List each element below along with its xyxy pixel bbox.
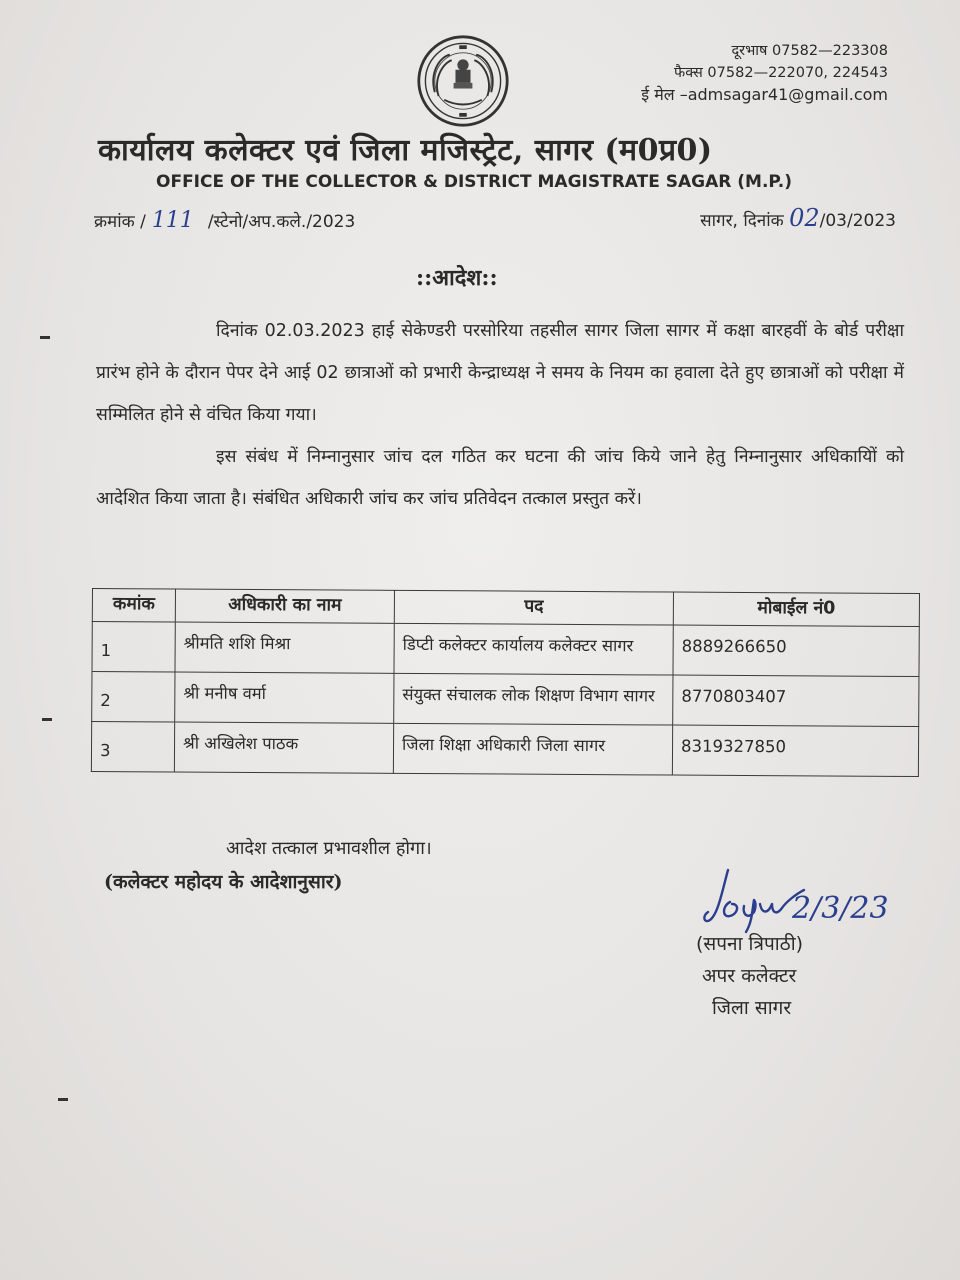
row-mobile: 8770803407 bbox=[673, 675, 919, 727]
signatory-designation: अपर कलेक्टर bbox=[702, 965, 797, 987]
row-serial: 2 bbox=[92, 672, 175, 723]
effect-statement: आदेश तत्काल प्रभावशील होगा। bbox=[226, 838, 432, 859]
reference-suffix: /स्टेनो/अप.कले./2023 bbox=[207, 212, 356, 232]
row-serial: 3 bbox=[91, 722, 174, 773]
header-post: पद bbox=[394, 590, 673, 625]
row-serial: 1 bbox=[92, 622, 175, 673]
row-mobile: 8889266650 bbox=[673, 625, 919, 677]
office-title-hindi: कार्यालय कलेक्टर एवं जिला मजिस्ट्रेट, सागर (म0प्र0) bbox=[98, 133, 713, 168]
date-prefix: सागर, दिनांक bbox=[700, 211, 784, 231]
paragraph-2 bbox=[96, 436, 904, 520]
header-serial: कमांक bbox=[92, 589, 175, 623]
punch-mark bbox=[58, 1098, 68, 1101]
office-title-english: OFFICE OF THE COLLECTOR & DISTRICT MAGISTRATE SAGAR (M.P.) bbox=[156, 172, 792, 192]
paragraph-1-text: दिनांक 02.03.2023 हाई सेकेण्डरी परसोरिया तहसील सागर जिला सागर में कक्षा बारहवीं के बोर्ड परीक्षा प्रारंभ होने के दौरान पेपर देने आई 02 छात्राओं को प्रभारी केन्द्राध्यक्ष ने समय के नियम का हवाला देते हुए छात्राओं को परीक्षा में सम्मिलित होने से वंचित किया गया। bbox=[96, 321, 904, 425]
signatory-district: जिला सागर bbox=[712, 997, 792, 1019]
dateline bbox=[700, 204, 896, 232]
reference-handwritten-number: 111 bbox=[151, 208, 194, 233]
officers-table bbox=[91, 588, 920, 777]
phone-number: दूरभाष 07582—223308 bbox=[731, 43, 888, 59]
table-row bbox=[91, 722, 918, 777]
state-emblem-icon bbox=[416, 34, 510, 128]
row-name: श्री मनीष वर्मा bbox=[175, 672, 394, 723]
row-name: श्रीमति शशि मिश्रा bbox=[175, 622, 394, 673]
date-handwritten-day: 02 bbox=[789, 204, 820, 232]
paragraph-2-text: इस संबंध में निम्नानुसार जांच दल गठित कर घटना की जांच किये जाने हेतु निम्नानुसार अधिकायिों को आदेशित किया जाता है। संबंधित अधिकारी जांच कर जांच प्रतिवेदन तत्काल प्रस्तुत करें। bbox=[96, 447, 904, 509]
row-post: संयुक्त संचालक लोक शिक्षण विभाग सागर bbox=[394, 673, 673, 725]
header-name: अधिकारी का नाम bbox=[175, 589, 394, 623]
order-title: ::आदेश:: bbox=[416, 265, 498, 291]
punch-mark bbox=[42, 718, 52, 721]
email-address: ई मेल –admsagar41@gmail.com bbox=[641, 85, 888, 104]
contact-block bbox=[641, 40, 888, 106]
signature-date: 2/3/23 bbox=[792, 891, 889, 926]
paragraph-1 bbox=[96, 310, 904, 436]
table-row bbox=[92, 622, 919, 677]
table-row bbox=[92, 672, 919, 727]
reference-number bbox=[94, 208, 355, 233]
signatory-name: (सपना त्रिपाठी) bbox=[696, 933, 804, 955]
row-post: जिला शिक्षा अधिकारी जिला सागर bbox=[393, 723, 672, 775]
header-mobile: मोबाईल नं0 bbox=[673, 592, 919, 627]
reference-prefix: क्रमांक / bbox=[94, 212, 146, 232]
row-mobile: 8319327850 bbox=[672, 725, 918, 777]
row-post: डिप्टी कलेक्टर कार्यालय कलेक्टर सागर bbox=[394, 623, 673, 675]
row-name: श्री अखिलेश पाठक bbox=[174, 722, 393, 773]
punch-mark bbox=[40, 336, 50, 339]
by-order-line: (कलेक्टर महोदय के आदेशानुसार) bbox=[104, 871, 343, 893]
fax-number: फैक्स 07582—222070, 224543 bbox=[674, 65, 888, 81]
table-header-row bbox=[92, 589, 919, 627]
date-suffix: /03/2023 bbox=[819, 211, 896, 231]
